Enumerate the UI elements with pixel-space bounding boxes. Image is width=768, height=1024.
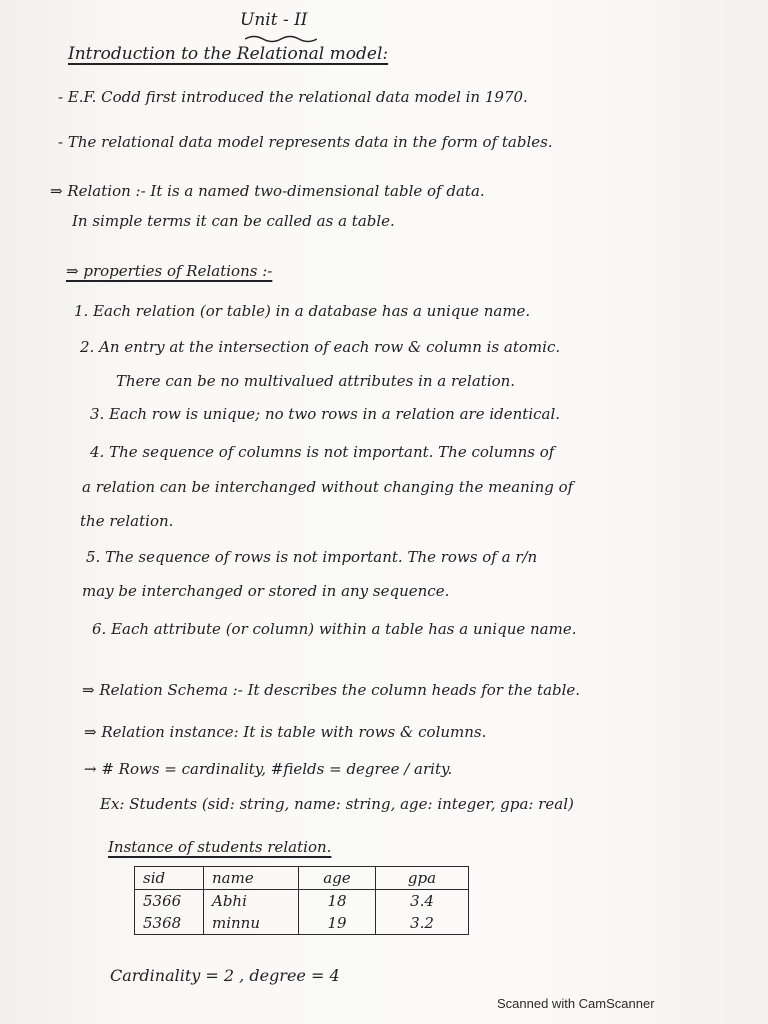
intro-line-1: - E.F. Codd first introduced the relational data model in 1970. xyxy=(58,88,528,106)
table-row xyxy=(135,890,469,913)
property-3: 3. Each row is unique; no two rows in a relation are identical. xyxy=(90,405,561,423)
property-4-end: the relation. xyxy=(80,512,174,530)
relation-definition: ⇒ Relation :- It is a named two-dimensional table of data. xyxy=(50,182,485,200)
properties-heading: ⇒ properties of Relations :- xyxy=(66,262,273,280)
relation-simple-terms: In simple terms it can be called as a table. xyxy=(72,212,395,230)
unit-underline-wave xyxy=(245,34,317,44)
cardinality-degree-note: → # Rows = cardinality, #fields = degree / arity. xyxy=(84,760,453,778)
relation-schema-definition: ⇒ Relation Schema :- It describes the column heads for the table. xyxy=(82,681,581,699)
property-5-continued: may be interchanged or stored in any sequence. xyxy=(82,582,450,600)
table-header-row xyxy=(135,867,469,890)
column-header: age xyxy=(299,867,376,890)
property-4-continued: a relation can be interchanged without changing the meaning of xyxy=(82,478,574,496)
table-cell: 18 xyxy=(299,890,376,913)
property-4: 4. The sequence of columns is not important. The columns of xyxy=(90,443,555,461)
students-instance-table xyxy=(134,866,469,935)
instance-caption: Instance of students relation. xyxy=(108,838,332,856)
table-cell: 19 xyxy=(299,912,376,935)
column-header: gpa xyxy=(376,867,469,890)
intro-line-2: - The relational data model represents data in the form of tables. xyxy=(58,133,553,151)
property-2: 2. An entry at the intersection of each row & column is atomic. xyxy=(80,338,561,356)
table-row xyxy=(135,912,469,935)
students-example: Ex: Students (sid: string, name: string, age: integer, gpa: real) xyxy=(100,795,574,813)
scanner-watermark: Scanned with CamScanner xyxy=(497,996,655,1011)
table-cell: 5368 xyxy=(135,912,204,935)
table-cell: minnu xyxy=(204,912,299,935)
property-1: 1. Each relation (or table) in a database has a unique name. xyxy=(74,302,531,320)
property-5: 5. The sequence of rows is not important. The rows of a r/n xyxy=(86,548,538,566)
table-cell: Abhi xyxy=(204,890,299,913)
column-header: name xyxy=(204,867,299,890)
unit-heading: Unit - II xyxy=(240,10,308,30)
table-cell: 5366 xyxy=(135,890,204,913)
page-title: Introduction to the Relational model: xyxy=(68,44,389,64)
property-2-continued: There can be no multivalued attributes in a relation. xyxy=(116,372,516,390)
property-6: 6. Each attribute (or column) within a table has a unique name. xyxy=(92,620,577,638)
cardinality-result: Cardinality = 2 , degree = 4 xyxy=(110,966,340,985)
column-header: sid xyxy=(135,867,204,890)
table-cell: 3.2 xyxy=(376,912,469,935)
table-cell: 3.4 xyxy=(376,890,469,913)
relation-instance-definition: ⇒ Relation instance: It is table with rows & columns. xyxy=(84,723,487,741)
